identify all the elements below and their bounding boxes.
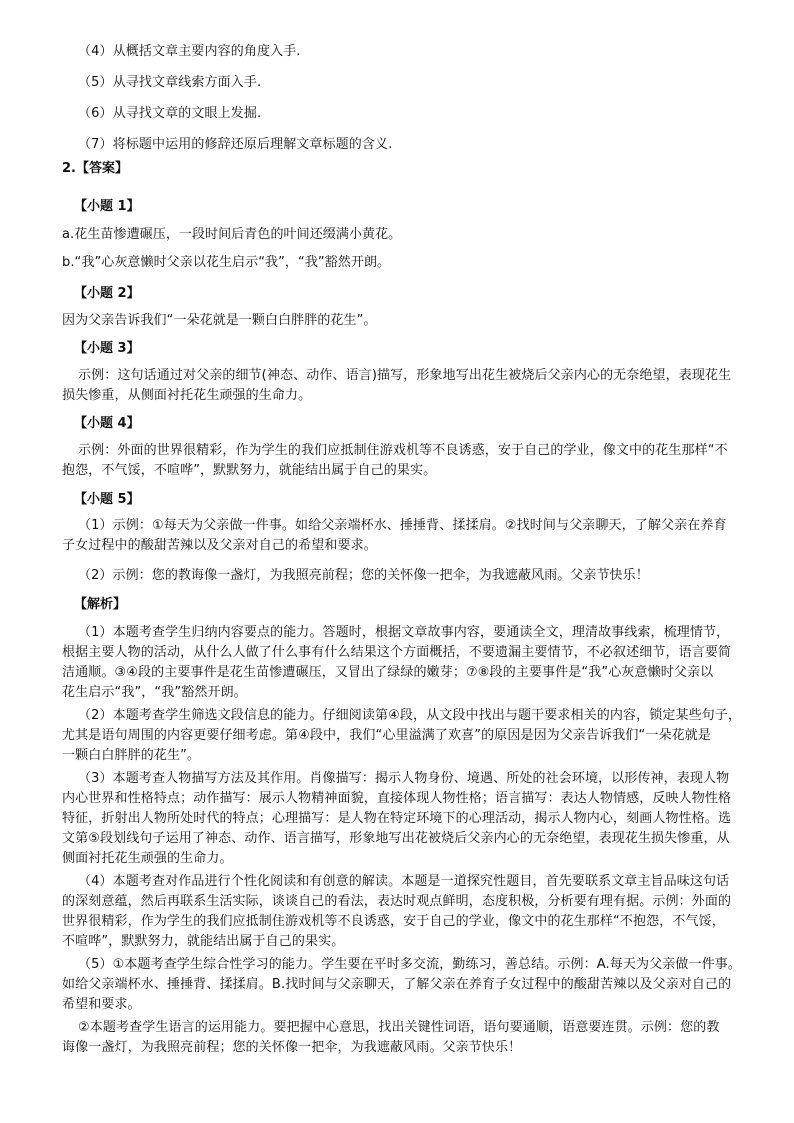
analysis-4	[62, 872, 746, 952]
xiaoti-4-answer	[62, 441, 746, 481]
analysis-2-line-2: 尤其是语句周围的内容更要仔细考虑。第④段中，我们“心里溢满了欢喜”的原因是因为父亲告诉我们“一朵花就是	[62, 728, 711, 743]
answer-header: 2.【答案】	[62, 161, 128, 176]
analysis-4-line-4: 不喧哗”，默默努力，就能结出属于自己的果实。	[62, 934, 345, 949]
analysis-5-1-line-1: （5）①本题考查学生综合性学习的能力。学生要在平时多交流，勤练习，善总结。示例：A.每天为父亲做一件事。	[78, 957, 741, 972]
xiaoti-4-title: 【小题 4】	[74, 416, 140, 431]
analysis-3	[62, 769, 746, 869]
analysis-2-line-3: 一颗白白胖胖的花生”。	[62, 748, 201, 763]
xiaoti-5-title: 【小题 5】	[74, 492, 140, 507]
xiaoti-2-title: 【小题 2】	[74, 286, 140, 301]
xiaoti-3-line-2: 损失惨重，从侧面衬托花生顽强的生命力。	[62, 388, 312, 403]
xiaoti-5-1-line-1: （1）示例：①每天为父亲做一件事。如给父亲端杯水、捶捶背、揉揉肩。②找时间与父亲聊天，了解父亲在养育	[78, 518, 727, 533]
analysis-2-line-1: （2）本题考查学生筛选文段信息的能力。仔细阅读第④段，从文段中找出与题干要求相关的内容，锁定某些句子，	[78, 708, 742, 723]
intro-item-5: （5）从寻找文章线索方面入手.	[78, 75, 262, 90]
analysis-4-line-3: 世界很精彩，作为学生的我们应抵制住游戏机等不良诱惑，安于自己的学业，像文中的花生那样“不抱怨，不气馁，	[62, 914, 725, 929]
xiaoti-5-1-line-2: 子女过程中的酸甜苦辣以及父亲对自己的希望和要求。	[62, 538, 377, 553]
xiaoti-2-answer: 因为父亲告诉我们“一朵花就是一颗白白胖胖的花生”。	[62, 313, 377, 328]
analysis-4-line-1: （4）本题考查对作品进行个性化阅读和有创意的解读。本题是一道探究性题目，首先要联系文章主旨品味这句话	[78, 874, 730, 889]
intro-item-6: （6）从寻找文章的文眼上发掘.	[78, 106, 262, 121]
xiaoti-3-line-1: 示例：这句话通过对父亲的细节(神态、动作、语言)描写，形象地写出花生被烧后父亲内心的无奈绝望，表现花生	[78, 368, 732, 383]
analysis-5-1-line-2: 如给父亲端杯水、捶捶背、揉揉肩。B.找时间与父亲聊天，了解父亲在养育子女过程中的酸甜苦辣以及父亲对自己的	[62, 977, 732, 992]
xiaoti-1-answer-b: b.“我”心灰意懒时父亲以花生启示“我”，“我”豁然开朗。	[62, 255, 391, 270]
analysis-1-line-4: 花生启示“我”，“我”豁然开朗。	[62, 685, 247, 700]
analysis-5-2	[62, 1018, 746, 1058]
analysis-2	[62, 706, 746, 766]
xiaoti-3-title: 【小题 3】	[74, 341, 140, 356]
xiaoti-1-answer-a: a.花生苗惨遭碾压，一段时间后青色的叶间还缀满小黄花。	[62, 227, 402, 242]
analysis-3-line-4: 文第⑤段划线句子运用了神态、动作、语言描写，形象地写出花被烧后父亲内心的无奈绝望，表现花生损失惨重，从	[62, 831, 730, 846]
analysis-1-line-2: 根据主要人物的活动，从什么人做了什么事有什么结果这个方面概括，不要遗漏主要情节，不必叙述细节，语言要简	[62, 645, 732, 660]
analysis-4-line-2: 的深刻意蕴，然后再联系生活实际，谈谈自己的看法，表达时观点鲜明，态度积极，分析要有理有据。示例：外面的	[62, 894, 732, 909]
analysis-3-line-5: 侧面衬托花生顽强的生命力。	[62, 851, 233, 866]
analysis-5-2-line-2: 诲像一盏灯，为我照亮前程；您的关怀像一把伞，为我遮蔽风雨。父亲节快乐！	[62, 1040, 522, 1055]
analysis-3-line-1: （3）本题考查人物描写方法及其作用。肖像描写：揭示人物身份、境遇、所处的社会环境，以形传神，表现人物	[78, 771, 730, 786]
xiaoti-4-line-2: 抱怨，不气馁，不喧哗”，默默努力，就能结出属于自己的果实。	[62, 463, 437, 478]
analysis-3-line-3: 特征，折射出人物所处时代的特点；心理描写：是人物在特定环境下的心理活动，揭示人物内心，刻画人物性格。选	[62, 811, 732, 826]
analysis-5-2-line-1: ②本题考查学生语言的运用能力。要把握中心意思，找出关键性词语，语句要通顺，语意要连贯。示例：您的教	[78, 1020, 720, 1035]
analysis-1-line-1: （1）本题考查学生归纳内容要点的能力。答题时，根据文章故事内容，要通读全文，理清故事线索，梳理情节，	[78, 625, 730, 640]
xiaoti-3-answer	[62, 366, 746, 406]
analysis-title: 【解析】	[74, 597, 127, 612]
analysis-1	[62, 623, 746, 703]
xiaoti-5-answer-2: （2）示例：您的教诲像一盏灯，为我照亮前程；您的关怀像一把伞，为我遮蔽风雨。父亲节快乐！	[78, 568, 649, 583]
intro-item-7: （7）将标题中运用的修辞还原后理解文章标题的含义.	[78, 137, 393, 152]
analysis-1-line-3: 洁通顺。③④段的主要事件是花生苗惨遭碾压，又冒出了绿绿的嫩芽；⑦⑧段的主要事件是“我”心灰意懒时父亲以	[62, 665, 714, 680]
analysis-5-1	[62, 955, 746, 1015]
analysis-3-line-2: 内心世界和性格特点；动作描写：展示人物精神面貌，直接体现人物性格；语言描写：表达人物情感，反映人物性格	[62, 791, 732, 806]
xiaoti-5-answer-1	[62, 516, 746, 556]
xiaoti-4-line-1: 示例：外面的世界很精彩，作为学生的我们应抵制住游戏机等不良诱惑，安于自己的学业，像文中的花生那样“不	[78, 443, 728, 458]
xiaoti-1-title: 【小题 1】	[74, 199, 140, 214]
analysis-5-1-line-3: 希望和要求。	[62, 997, 141, 1012]
intro-list	[62, 36, 746, 160]
intro-item-4: （4）从概括文章主要内容的角度入手.	[78, 44, 301, 59]
